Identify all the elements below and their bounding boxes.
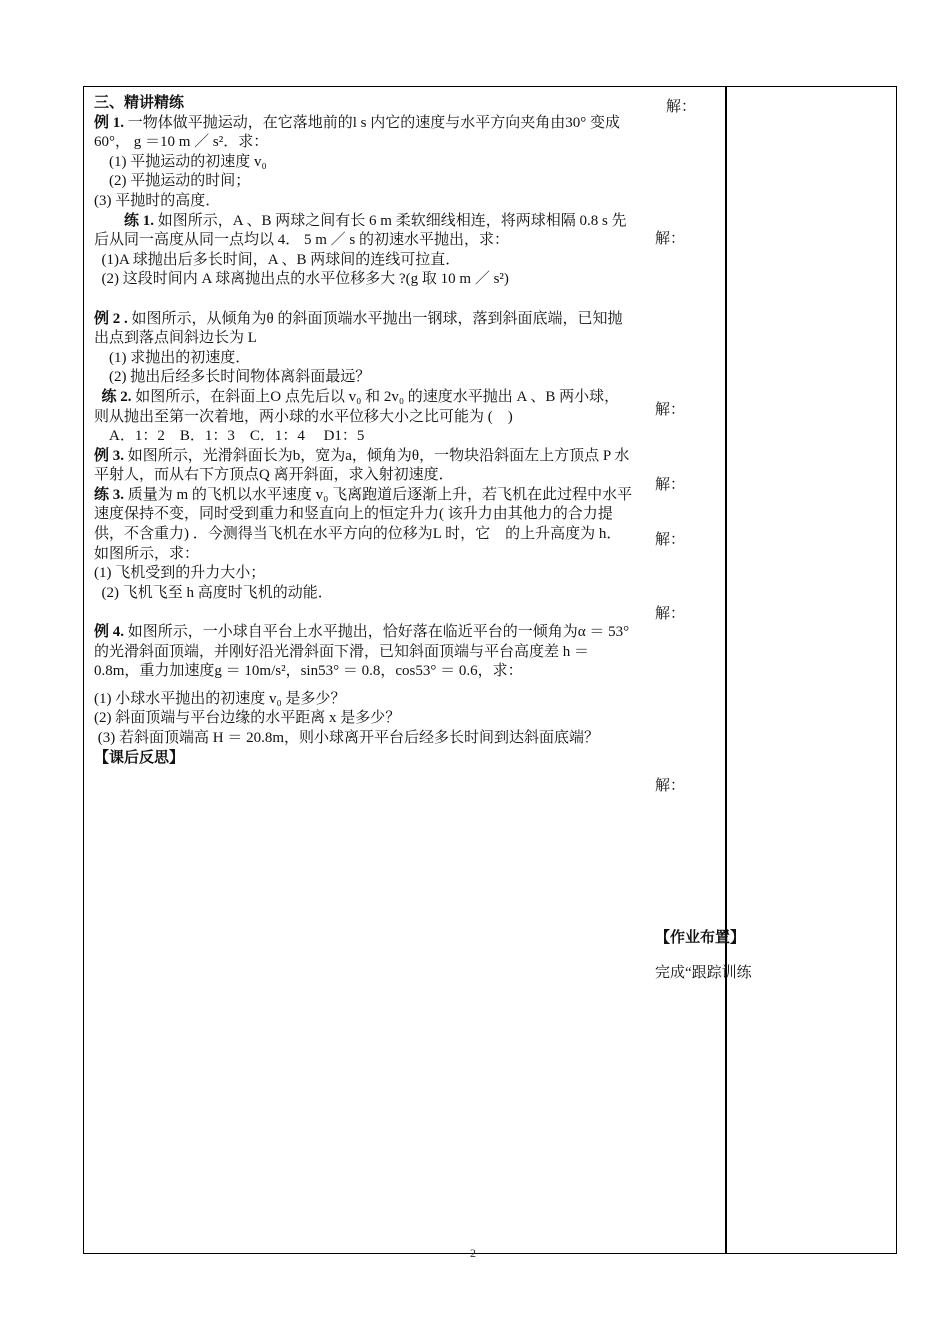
- practice-3-q2: (2) 飞机飞至 h 高度时飞机的动能．: [94, 584, 333, 601]
- homework-title: 【作业布置】: [655, 930, 746, 946]
- practice-1-q1: (1)A 球抛出后多长时间，A 、B 两球间的连线可拉直．: [94, 251, 461, 268]
- page-number: 2: [470, 1246, 476, 1260]
- homework-text: 完成“跟踪训练: [655, 965, 752, 981]
- example-1-q3: (3) 平抛时的高度．: [94, 192, 221, 209]
- section-title: 三、精讲精练: [94, 95, 185, 111]
- example-3: 例 3. 如图所示，光滑斜面长为b，宽为a，倾角为θ，一物块沿斜面左上方顶点 P 水平射人，而从右下方顶点Q 离开斜面，求入射初速度．: [94, 447, 630, 484]
- example-1: 例 1. 一物体做平抛运动，在它落地前的l s 内它的速度与水平方向夹角由30° 变成 60°， g ＝10 m ／ s²．求：: [94, 114, 624, 151]
- spacer: [94, 682, 634, 690]
- example-1-q1: (1) 平抛运动的初速度 v₀: [94, 153, 267, 170]
- answer-label: 解：: [655, 402, 686, 418]
- answer-label: 解：: [655, 477, 686, 493]
- example-2-q1: (1) 求抛出的初速度．: [94, 349, 251, 366]
- lesson-table: [83, 86, 897, 1254]
- practice-3-q1: (1) 飞机受到的升力大小；: [94, 565, 266, 582]
- spacer: [94, 603, 634, 623]
- practice-1: 练 1. 如图所示，A 、B 两球之间有长 6 m 柔软细线相连，将两球相隔 0.8 s 先后从同一高度从同一点均以 4． 5 m ／ s 的初速水平抛出，求：: [94, 212, 627, 249]
- answer-label: 解：: [655, 778, 686, 794]
- practice-1-q2: (2) 这段时间内 A 球离抛出点的水平位移多大 ?(g 取 10 m ／ s²): [94, 271, 509, 288]
- example-4: 例 4. 如图所示，一小球自平台上水平抛出，恰好落在临近平台的一倾角为α ＝ 53° 的光滑斜面顶端，并刚好沿光滑斜面下滑，已知斜面顶端与平台高度差 h ＝ 0.8m，重力加速度g ＝ 10m/s²，sin53° ＝ 0.8，cos53° ＝ 0.6，求：: [94, 624, 633, 680]
- answer-label: 解：: [655, 606, 686, 622]
- example-2: 例 2 . 如图所示，从倾角为θ 的斜面顶端水平抛出一钢球，落到斜面底端，已知抛出点到落点间斜边长为 L: [94, 310, 623, 347]
- column-divider: [725, 87, 727, 1253]
- example-4-q2: (2) 斜面顶端与平台边缘的水平距离 x 是多少？: [94, 710, 401, 727]
- example-1-q2: (2) 平抛运动的时间；: [94, 173, 251, 190]
- answer-label: 解：: [655, 532, 686, 548]
- spacer: [94, 290, 634, 310]
- practice-3: 练 3. 质量为 m 的飞机以水平速度 v₀ 飞离跑道后逐渐上升，若飞机在此过程中水平速度保持不变，同时受到重力和竖直向上的恒定升力( 该升力由其他力的合力提供，不含重力) ．今测得当飞机在水平方向的位移为L 时，它 的上升高度为 h． 如图所示，求：: [94, 486, 633, 562]
- example-4-q3: (3) 若斜面顶端高 H ＝ 20.8m，则小球离开平台后经多长时间到达斜面底端？: [94, 730, 599, 746]
- answer-label: 解：: [666, 99, 697, 115]
- exercise-column: [94, 94, 634, 768]
- practice-2: 练 2. 如图所示，在斜面上O 点先后以 v₀ 和 2v₀ 的速度水平抛出 A 、B 两小球，则从抛出至第一次着地，两小球的水平位移大小之比可能为 ( ): [94, 388, 620, 425]
- example-4-q1: (1) 小球水平抛出的初速度 v₀ 是多少？: [94, 690, 346, 707]
- example-2-q2: (2) 抛出后经多长时间物体离斜面最远？: [94, 369, 371, 386]
- practice-2-options: A．1：2 B．1：3 C．1：4 D1：5: [94, 428, 365, 445]
- answer-label: 解：: [655, 231, 686, 247]
- reflection-heading: 【课后反思】: [94, 749, 185, 766]
